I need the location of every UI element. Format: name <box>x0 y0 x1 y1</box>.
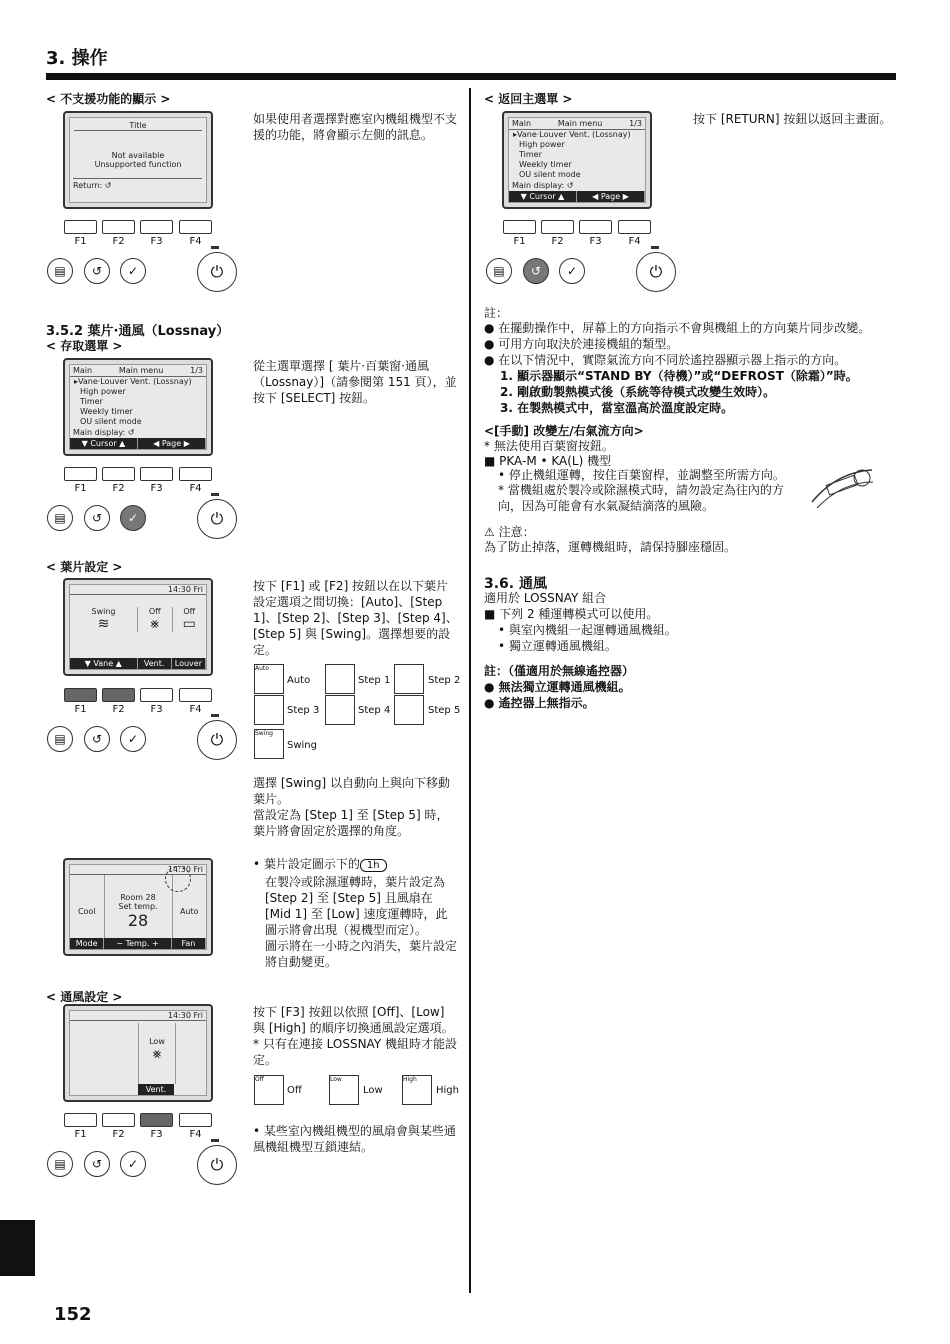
f3-label: F3 <box>150 1129 163 1140</box>
f2-button[interactable] <box>102 220 135 234</box>
vent-setting-note: * 只有在連接 LOSSNAY 機組時才能設定。 <box>253 1037 457 1067</box>
lcd-vane-setting: 14:30 Fri Swing ≋ Off ⨳ Off ▭ ▼ Vane ▲ Vent. Louver <box>63 578 213 676</box>
swing-icon: Swing <box>254 729 284 759</box>
step5-icon <box>394 695 424 725</box>
menu-button[interactable]: ▤ <box>486 258 512 284</box>
lcd-time: 14:30 Fri <box>70 585 206 595</box>
swing-text: 選擇 [Swing] 以自動向上與向下移動葉片。 <box>253 776 450 806</box>
temp-label: Temp. <box>125 939 150 948</box>
manual-heading: <[手動] 改變左/右氣流方向> <box>484 424 644 438</box>
step4-icon <box>325 695 355 725</box>
return-button[interactable]: ↺ <box>84 505 110 531</box>
cursor-label: Cursor <box>90 439 117 448</box>
lcd-main-menu: Main Main menu 1/3 ▸Vane·Louver Vent. (Lossnay) High power Timer Weekly timer OU silent mode Main display: ↺ ▼ Cursor ▲ ◀ Page ▶ <box>502 111 652 209</box>
f1-button[interactable] <box>64 688 97 702</box>
menu-item[interactable]: OU silent mode <box>80 417 142 426</box>
lcd-settemp: Set temp. <box>118 902 158 911</box>
menu-main: Main <box>512 119 532 128</box>
menu-item[interactable]: High power <box>519 140 565 149</box>
f4-button[interactable] <box>179 1113 212 1127</box>
f4-label: F4 <box>628 236 641 247</box>
menu-item[interactable]: ▸Vane·Louver Vent. (Lossnay) <box>74 377 192 386</box>
menu-item[interactable]: High power <box>80 387 126 396</box>
vane-setting-heading: < 葉片設定 > <box>46 560 123 574</box>
icon-label: Step 1 <box>358 675 391 686</box>
f1-label: F1 <box>513 236 526 247</box>
menu-title: Main menu <box>557 119 603 128</box>
lcd-low: Low <box>149 1037 165 1046</box>
f1-label: F1 <box>74 236 87 247</box>
ventilation-note-title: 註：（僅適用於無線遙控器） <box>484 664 635 678</box>
swing-icon: ≋ <box>97 616 110 632</box>
lcd-line1: Not available <box>111 151 165 160</box>
lcd-time: 14:30 Fri <box>70 865 206 875</box>
f3-label: F3 <box>150 236 163 247</box>
f4-button[interactable] <box>179 467 212 481</box>
unsupported-heading: < 不支援功能的顯示 > <box>46 92 171 106</box>
f1-button[interactable] <box>503 220 536 234</box>
step3-icon <box>254 695 284 725</box>
notes-list <box>484 320 904 416</box>
note-item: ● 在擺動操作中，屏幕上的方向指示不會與機組上的方向葉片同步改變。 <box>484 321 871 335</box>
f4-label: F4 <box>189 1129 202 1140</box>
side-tab <box>0 1220 35 1276</box>
menu-main: Main <box>73 366 93 375</box>
notes-title: 註： <box>484 306 509 320</box>
icon-label: Step 2 <box>428 675 461 686</box>
f3-button[interactable] <box>140 1113 173 1127</box>
lcd-unsupported <box>63 111 213 209</box>
select-button[interactable]: ✓ <box>120 726 146 752</box>
return-menu-text: 按下 [RETURN] 按鈕以返回主畫面。 <box>693 112 892 126</box>
fan-label: Fan <box>172 938 206 949</box>
power-button[interactable]: ⏻ <box>197 1145 237 1185</box>
f3-label: F3 <box>150 483 163 494</box>
ventilation-note: ● 遙控器上無指示。 <box>484 696 595 710</box>
menu-button[interactable]: ▤ <box>47 1151 73 1177</box>
ventilation-modes-intro: ■ 下列 2 種運轉模式可以使用。 <box>484 607 659 621</box>
lcd-time: 14:30 Fri <box>70 1011 206 1021</box>
return-icon: ↺ <box>127 428 135 437</box>
vane-setting-text: 按下 [F1] 或 [F2] 按鈕以在以下葉片設定選項之間切換：[Auto]、[Step 1]、[Step 2]、[Step 3]、[Step 4]、[Step 5] 與 [Swing]。選擇想要的設定。 <box>253 579 458 657</box>
f3-button[interactable] <box>140 467 173 481</box>
f3-button[interactable] <box>140 688 173 702</box>
f1-label: F1 <box>74 1129 87 1140</box>
f1-button[interactable] <box>64 220 97 234</box>
f2-label: F2 <box>112 704 125 715</box>
one-hour-icon-highlight <box>165 866 191 892</box>
select-button[interactable]: ✓ <box>120 1151 146 1177</box>
vane-section-heading: 3.5.2 葉片·通風（Lossnay） <box>46 324 230 339</box>
menu-button[interactable]: ▤ <box>47 726 73 752</box>
f3-button[interactable] <box>140 220 173 234</box>
f2-label: F2 <box>112 483 125 494</box>
icon-label: High <box>436 1085 459 1096</box>
lcd-swing: Swing <box>91 607 116 616</box>
caution-text: 為了防止掉落，運轉機組時，請保持腳座穩固。 <box>484 540 737 554</box>
f3-label: F3 <box>150 704 163 715</box>
icon-label: Low <box>363 1085 383 1096</box>
access-text: 從主選單選擇 [ 葉片·百葉窗·通風（Lossnay）]（請參閱第 151 頁），並按下 [SELECT] 按鈕。 <box>253 359 457 405</box>
f2-label: F2 <box>112 236 125 247</box>
lcd-room: Room 28 <box>120 893 156 902</box>
ventilation-applies: 適用於 LOSSNAY 組合 <box>484 591 607 605</box>
vane-label: Vane <box>93 659 114 668</box>
ventilation-mode: • 獨立運轉通風機組。 <box>498 639 617 653</box>
manual-b2: * 當機組處於製冷或除濕模式時，請勿設定為往內的方向，因為可能會有水氣凝結滴落的風險。 <box>498 483 784 513</box>
note-sub: 3. 在製熱模式中，當室溫高於溫度設定時。 <box>500 401 734 415</box>
f2-button[interactable] <box>102 1113 135 1127</box>
menu-item[interactable]: OU silent mode <box>519 170 581 179</box>
lcd-temp: 28 <box>127 911 149 930</box>
f4-label: F4 <box>189 704 202 715</box>
f4-button[interactable] <box>179 220 212 234</box>
access-heading: < 存取選單 > <box>46 339 123 353</box>
page-number: 152 <box>54 1304 92 1325</box>
auto-icon: Auto <box>254 664 284 694</box>
manual-star: * 無法使用百葉窗按鈕。 <box>484 439 614 453</box>
note-sub: 1. 顯示器顯示“STAND BY（待機）”或“DEFROST（除霜）”時。 <box>500 369 858 383</box>
f2-label: F2 <box>112 1129 125 1140</box>
column-divider <box>469 88 471 1293</box>
led-indicator <box>211 1139 219 1142</box>
ventilation-mode: • 與室內機組一起運轉通風機組。 <box>498 623 677 637</box>
lcd-fan: Auto <box>179 907 199 916</box>
return-button[interactable]: ↺ <box>84 1151 110 1177</box>
louver-label: Louver <box>172 658 206 669</box>
ventilation-heading: 3.6. 通風 <box>484 576 547 592</box>
section-title: 3. 操作 <box>46 48 108 69</box>
vent-off-icon: Off <box>254 1075 284 1105</box>
vent-setting-heading: < 通風設定 > <box>46 990 123 1004</box>
vent-setting-text: 按下 [F3] 按鈕以依照 [Off]、[Low] 與 [High] 的順序切換通風設定選項。 <box>253 1005 454 1035</box>
lcd-mode: Cool <box>77 907 96 916</box>
vent-bullet: • 某些室內機組機型的風扇會與某些通風機組機型互鎖連結。 <box>253 1124 456 1154</box>
vent-label: Vent. <box>138 658 172 669</box>
return-button[interactable]: ↺ <box>84 258 110 284</box>
caution-title: ⚠ 注意： <box>484 525 535 539</box>
led-indicator <box>211 493 219 496</box>
manual-model: ■ PKA-M • KA(L) 機型 <box>484 454 612 468</box>
page-label: Page <box>600 192 621 201</box>
cursor-label: Cursor <box>529 192 556 201</box>
power-button[interactable]: ⏻ <box>197 499 237 539</box>
lcd-main-menu: Main Main menu 1/3 ▸Vane·Louver Vent. (Lossnay) High power Timer Weekly timer OU silent mode Main display: ↺ ▼ Cursor ▲ ◀ Page ▶ <box>63 358 213 456</box>
lcd-main-display: 14:30 Fri Cool Room 28 Set temp. 28 Auto Mode − Temp. + Fan <box>63 858 213 956</box>
select-button[interactable]: ✓ <box>559 258 585 284</box>
header-rule <box>46 73 896 80</box>
lcd-off: Off <box>148 607 161 616</box>
f3-label: F3 <box>589 236 602 247</box>
lcd-title: Title <box>74 121 202 131</box>
icon-label: Step 5 <box>428 705 461 716</box>
page-label: Page <box>161 439 182 448</box>
f2-button[interactable] <box>102 688 135 702</box>
lcd-vent-setting <box>63 1004 213 1102</box>
led-indicator <box>651 246 659 249</box>
vent-icon: ⨳ <box>150 616 160 632</box>
menu-item[interactable]: Timer <box>80 397 103 406</box>
menu-title: Main menu <box>118 366 164 375</box>
power-button[interactable]: ⏻ <box>197 720 237 760</box>
note-sub: 2. 剛啟動製熱模式後（系統等待模式改變生效時）。 <box>500 385 776 399</box>
louver-lever-illustration <box>807 462 877 518</box>
f3-button[interactable] <box>579 220 612 234</box>
vent-high-icon: High <box>402 1075 432 1105</box>
menu-display: Main display: <box>512 181 567 190</box>
menu-item[interactable]: Weekly timer <box>80 407 133 416</box>
menu-page: 1/3 <box>629 119 642 128</box>
louver-icon: ▭ <box>182 616 196 632</box>
unsupported-text: 如果使用者選擇對應室內機組機型不支援的功能，將會顯示左側的訊息。 <box>253 112 458 142</box>
power-button[interactable]: ⏻ <box>197 252 237 292</box>
lcd-return: Return: <box>73 181 105 190</box>
f2-button[interactable] <box>541 220 574 234</box>
f4-button[interactable] <box>179 688 212 702</box>
menu-item[interactable]: ▸Vane·Louver Vent. (Lossnay) <box>513 130 631 139</box>
led-indicator <box>211 246 219 249</box>
f1-button[interactable] <box>64 467 97 481</box>
return-button[interactable]: ↺ <box>523 258 549 284</box>
select-button[interactable]: ✓ <box>120 505 146 531</box>
f4-label: F4 <box>189 236 202 247</box>
manual-b1: • 停止機組運轉，按住百葉窗桿，並調整至所需方向。 <box>498 468 785 482</box>
note-item: ● 可用方向取決於連接機組的類型。 <box>484 337 679 351</box>
ventilation-note: ● 無法獨立運轉通風機組。 <box>484 680 631 694</box>
menu-page: 1/3 <box>190 366 203 375</box>
step2-icon <box>394 664 424 694</box>
lcd-line2: Unsupported function <box>94 160 182 169</box>
f1-button[interactable] <box>64 1113 97 1127</box>
bullet-1h: • 葉片設定圖示下的 1h 在製冷或除濕運轉時，葉片設定為 [Step 2] 至 [Step 5] 且風扇在 [Mid 1] 至 [Low] 速度運轉時，此圖示將會出現（視機型而定）。 圖示將在一小時之內消失，葉片設定將自動變更。 <box>253 857 458 969</box>
icon-label: Step 3 <box>287 705 320 716</box>
menu-item[interactable]: Timer <box>519 150 542 159</box>
menu-button[interactable]: ▤ <box>47 258 73 284</box>
power-button[interactable]: ⏻ <box>636 252 676 292</box>
vent-icon: ⨳ <box>152 1046 162 1062</box>
icon-label: Swing <box>287 740 317 751</box>
f4-label: F4 <box>189 483 202 494</box>
step1-icon <box>325 664 355 694</box>
icon-label: Auto <box>287 675 311 686</box>
note-item: ● 在以下情況中，實際氣流方向不同於遙控器顯示器上指示的方向。 <box>484 353 847 367</box>
menu-display: Main display: <box>73 428 128 437</box>
f1-label: F1 <box>74 704 87 715</box>
return-icon: ↺ <box>104 181 112 190</box>
one-hour-icon: 1h <box>360 859 387 872</box>
icon-label: Step 4 <box>358 705 391 716</box>
menu-button[interactable]: ▤ <box>47 505 73 531</box>
return-button[interactable]: ↺ <box>84 726 110 752</box>
step-text: 當設定為 [Step 1] 至 [Step 5] 時，葉片將會固定於選擇的角度。 <box>253 808 449 838</box>
return-icon: ↺ <box>566 181 574 190</box>
lcd-off: Off <box>183 607 196 616</box>
vent-low-icon: Low <box>329 1075 359 1105</box>
select-button[interactable]: ✓ <box>120 258 146 284</box>
vent-label: Vent. <box>138 1084 174 1095</box>
icon-label: Off <box>287 1085 302 1096</box>
led-indicator <box>211 714 219 717</box>
return-menu-heading: < 返回主選單 > <box>484 92 573 106</box>
f2-button[interactable] <box>102 467 135 481</box>
f2-label: F2 <box>551 236 564 247</box>
f1-label: F1 <box>74 483 87 494</box>
mode-label: Mode <box>70 938 104 949</box>
f4-button[interactable] <box>618 220 651 234</box>
menu-item[interactable]: Weekly timer <box>519 160 572 169</box>
